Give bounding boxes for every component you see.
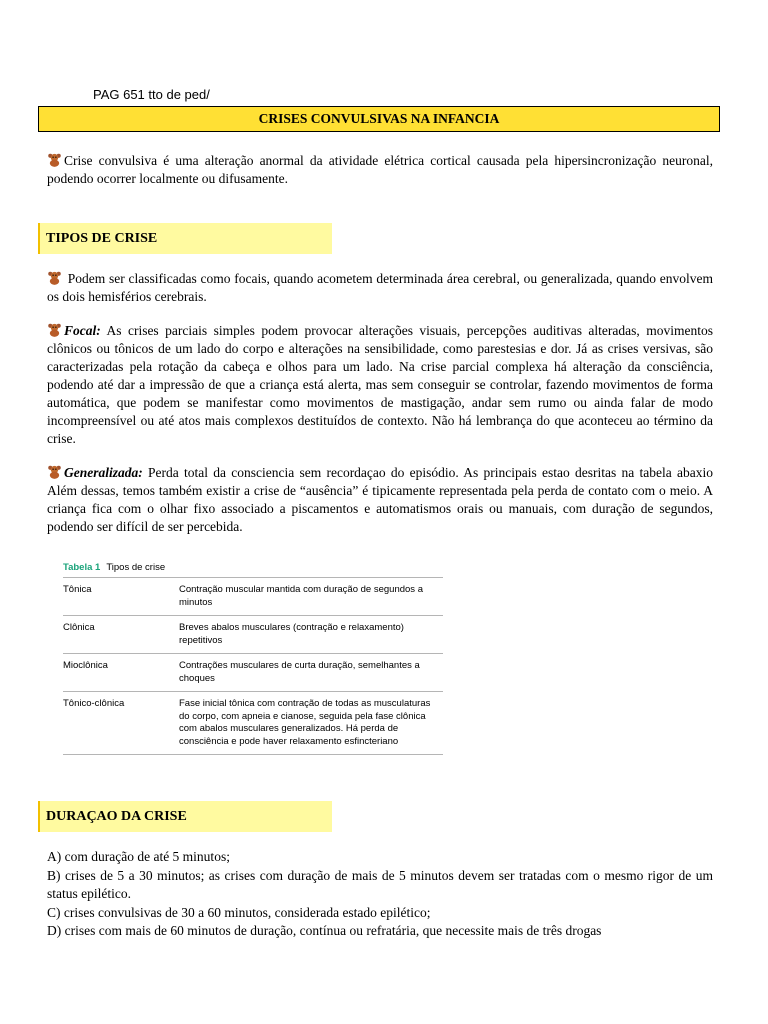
teddy-bear-icon (47, 323, 62, 337)
table-cell-type: Tônica (63, 584, 92, 595)
table-row (63, 615, 443, 653)
document-title: CRISES CONVULSIVAS NA INFANCIA (38, 106, 720, 132)
intro-text: Crise convulsiva é uma alteração anormal da atividade elétrica cortical causada pela hipersincronização neuronal, podendo ocorrer localmente ou difusamente. (47, 153, 713, 186)
table-cell-type: Clônica (63, 622, 95, 633)
focal-text: As crises parciais simples podem provocar alterações visuais, percepções auditivas alteradas, movimentos clônicos ou tônicos de um lado do corpo e alterações na sensibilidade, como parestesias e dor. Já as crises versivas, são caracterizadas pela rotação da cabeça e olhos para um lado. Na crise parcial complexa há alteração da consciência, podendo até dar a impressão de que a criança está alerta, mas sem conseguir se controlar, fazendo movimentos de forma automática, que podem se manifestar como movimentos de mastigação, andar sem rumo ou ainda falar de modo incompreensível ou até atos mais complexos destituídos de contexto. Não há lembrança do que aconteceu ao término da crise. (47, 323, 713, 446)
generalized-paragraph (47, 464, 713, 536)
table-cell-description: Fase inicial tônica com contração de todas as musculaturas do corpo, com apneia e cianose, seguida pela fase clônica com abalos musculares generalizados. Há perda de consciência e pode haver relaxamento esfincteriano (179, 698, 431, 747)
list-item: D) crises com mais de 60 minutos de duração, contínua ou refratária, que necessite mais de três drogas (47, 923, 602, 938)
section-heading-tipos: TIPOS DE CRISE (38, 223, 332, 254)
list-item: A) com duração de até 5 minutos; (47, 849, 230, 864)
intro-paragraph (47, 152, 713, 188)
teddy-bear-icon (47, 465, 62, 479)
classification-paragraph (47, 270, 713, 306)
teddy-bear-icon (47, 153, 62, 167)
generalized-label: Generalizada: (64, 465, 143, 480)
seizure-types-table (63, 559, 443, 755)
list-item: C) crises convulsivas de 30 a 60 minutos, considerada estado epilético; (47, 904, 431, 920)
duration-list (47, 848, 713, 941)
focal-label: Focal: (64, 323, 101, 338)
focal-paragraph (47, 322, 713, 448)
table-label: Tabela 1 (63, 562, 101, 573)
page-note: PAG 651 tto de ped/ (93, 87, 210, 102)
table-row (63, 691, 443, 755)
table-cell-description: Contração muscular mantida com duração de segundos a minutos (179, 584, 423, 608)
table-row (63, 653, 443, 691)
list-item: B) crises de 5 a 30 minutos; as crises com duração de mais de 5 minutos devem ser tratadas com o mesmo rigor de um status epilético. (47, 867, 713, 901)
classification-text: Podem ser classificadas como focais, quando acometem determinada área cerebral, ou generalizada, quando envolvem os dois hemisférios cerebrais. (47, 271, 713, 304)
table-cell-type: Tônico-clônica (63, 698, 125, 709)
teddy-bear-icon (47, 271, 62, 285)
table-caption-text: Tipos de crise (106, 562, 166, 573)
table-row (63, 577, 443, 615)
section-heading-duracao: DURAÇAO DA CRISE (38, 801, 332, 832)
table-caption (63, 559, 443, 577)
table-cell-type: Mioclônica (63, 660, 108, 671)
table-cell-description: Contrações musculares de curta duração, semelhantes a choques (179, 660, 420, 684)
generalized-text: Perda total da consciencia sem recordaçao do episódio. As principais estao desritas na tabela abaxio Além dessas, temos também existir a crise de “ausência” é tipicamente representada pela perda de contato com o meio. A criança fica com o olhar fixo associado a piscamentos e automatismos orais ou manuais, com duração de segundos, podendo ser difícil de ser percebida. (47, 465, 713, 534)
table-cell-description: Breves abalos musculares (contração e relaxamento) repetitivos (179, 622, 404, 646)
